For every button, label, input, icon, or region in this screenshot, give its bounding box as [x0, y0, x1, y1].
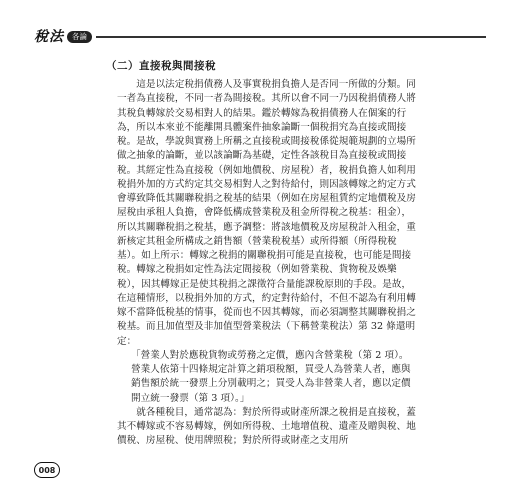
quoted-paragraph: 「營業人對於應稅貨物或勞務之定價，應內含營業稅（第 2 項）。營業人依第十四條規定計算之銷項稅額，買受人為營業人者，應與銷售額於統一發票上分別載明之；買受人為非營業人者，應以定價開立統一發票（第 3 項）。」	[131, 349, 411, 404]
header-rule	[90, 36, 486, 38]
body-text	[117, 78, 417, 449]
page-number: 008	[34, 462, 60, 478]
header-title: 稅法	[34, 29, 64, 45]
paragraph-2: 就各種稅目，通常認為：對於所得或財產所課之稅捐是直接稅，蓋其不轉嫁或不容易轉嫁，例如所得稅、土地增值稅、遺產及贈與稅、地價稅、房屋稅、使用牌照稅；對於所得或財產之支用所	[117, 406, 416, 447]
page-header	[34, 28, 486, 46]
header-badge: 各論	[67, 31, 92, 43]
paragraph-1: 這是以法定稅捐債務人及事實稅捐負擔人是否同一所做的分類。同一者為直接稅，不同一者為間接稅。其所以會不同一乃因稅捐債務人將其稅負轉嫁於交易相對人的結果。鑑於轉嫁為稅捐債務人在個案的行為，所以本來並不能離開具體案件抽象論斷一個稅捐究為直接或間接稅。是故，學說與實務上所稱之直接稅或間接稅係從規範規劃的立場所做之抽象的論斷，並以該論斷為基礎，定性各該稅目為直接稅或間接稅。其經定性為直接稅（例如地價稅、房屋稅）者，稅捐負擔人如利用稅捐外加的方式約定其交易相對人之對待給付，則因該轉嫁之約定方式會導致降低其關聯稅捐之稅基的結果（例如在房屋租賃約定地價稅及房屋稅由承租人負擔，會降低構成營業稅及租金所得稅之稅基：租金），所以其關聯稅捐之稅基，應予調整：將該地價稅及房屋稅計入租金，重新核定其租金所構成之銷售額（營業稅稅基）或所得額（所得稅稅基）。如上所示：轉嫁之稅捐的關聯稅捐可能是直接稅，也可能是間接稅。轉嫁之稅捐如定性為法定間接稅（例如營業稅、貨物稅及娛樂稅），因其轉嫁正是使其稅捐之課徵符合量能課稅原則的手段。是故，在這種情形，以稅捐外加的方式，約定對待給付，不但不認為有利用轉嫁不當降低稅基的情事，從而也不因其轉嫁，而必須調整其關聯稅捐之稅基。而且加值型及非加值型營業稅法（下稱營業稅法）第 32 條還明定：	[117, 79, 416, 347]
header-tag	[34, 28, 96, 46]
section-heading: （二）直接稅與間接稅	[106, 60, 216, 72]
